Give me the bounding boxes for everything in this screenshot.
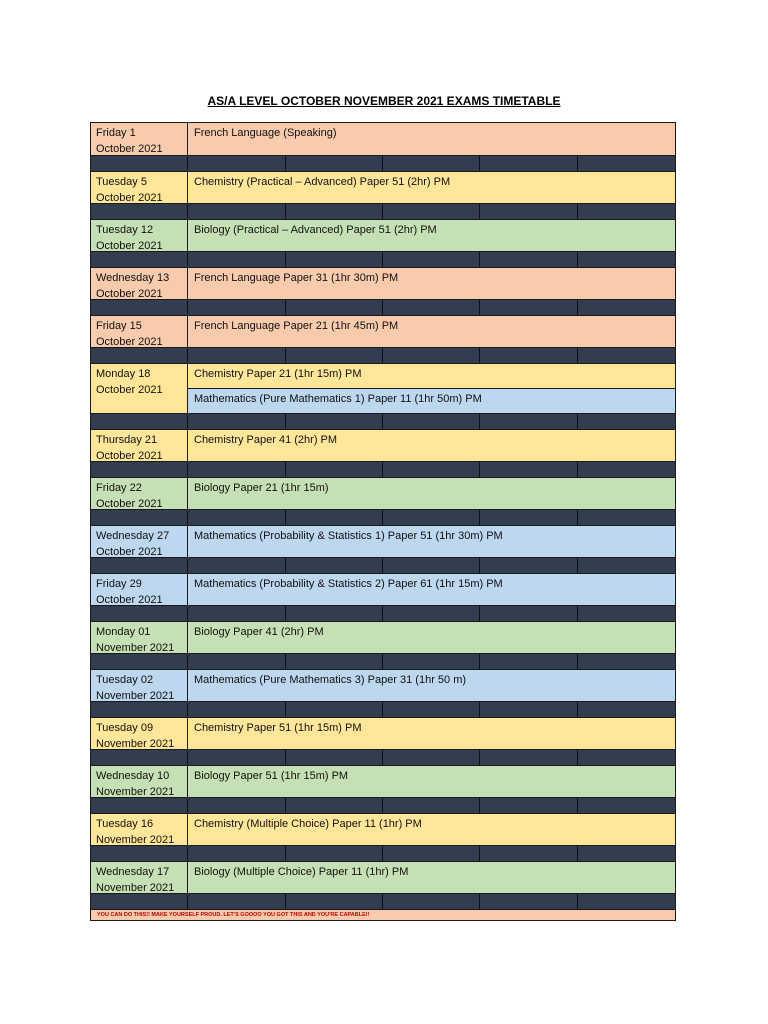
separator-cell (188, 654, 286, 669)
separator-cell (91, 462, 188, 477)
exam-date (91, 364, 188, 413)
row-separator (91, 299, 675, 315)
exam-subject: Biology Paper 41 (2hr) PM (188, 622, 675, 653)
separator-cell (188, 348, 286, 363)
row-separator (91, 251, 675, 267)
separator-cell (578, 300, 675, 315)
separator-cell (383, 348, 480, 363)
separator-cell (91, 702, 188, 717)
exam-subject: Chemistry Paper 21 (1hr 15m) PM (188, 364, 675, 388)
separator-cell (578, 252, 675, 267)
separator-cell (91, 798, 188, 813)
exam-month: November 2021 (96, 642, 175, 654)
timetable-row (91, 315, 675, 347)
row-separator (91, 461, 675, 477)
exam-subject: Chemistry Paper 51 (1hr 15m) PM (188, 718, 675, 749)
separator-cell (286, 894, 383, 909)
exam-date (91, 718, 188, 749)
exam-month: October 2021 (96, 288, 163, 300)
exam-month: November 2021 (96, 738, 175, 750)
separator-cell (578, 750, 675, 765)
separator-cell (91, 156, 188, 171)
timetable-row (91, 171, 675, 203)
separator-cell (286, 252, 383, 267)
exam-month: October 2021 (96, 546, 163, 558)
separator-cell (480, 654, 578, 669)
separator-cell (188, 702, 286, 717)
exam-date (91, 622, 188, 653)
separator-cell (383, 300, 480, 315)
separator-cell (480, 300, 578, 315)
separator-cell (383, 606, 480, 621)
exam-day: Wednesday 13 (96, 272, 170, 284)
exam-month: October 2021 (96, 384, 163, 396)
separator-cell (480, 204, 578, 219)
exam-month: October 2021 (96, 594, 163, 606)
separator-cell (91, 510, 188, 525)
separator-cell (286, 702, 383, 717)
exam-day: Friday 1 (96, 127, 136, 139)
row-separator (91, 605, 675, 621)
separator-cell (383, 204, 480, 219)
exam-day: Wednesday 17 (96, 866, 170, 878)
separator-cell (286, 654, 383, 669)
separator-cell (480, 702, 578, 717)
exam-date (91, 574, 188, 605)
exam-subject: Mathematics (Probability & Statistics 1) Paper 51 (1hr 30m) PM (188, 526, 675, 557)
exam-subject: French Language Paper 21 (1hr 45m) PM (188, 316, 675, 347)
separator-cell (480, 414, 578, 429)
separator-cell (480, 156, 578, 171)
page-title: AS/A LEVEL OCTOBER NOVEMBER 2021 EXAMS TIMETABLE (207, 94, 561, 108)
row-separator (91, 155, 675, 171)
exam-day: Monday 01 (96, 626, 151, 638)
exam-subject: Mathematics (Probability & Statistics 2) Paper 61 (1hr 15m) PM (188, 574, 675, 605)
row-separator (91, 701, 675, 717)
exam-date (91, 172, 188, 203)
separator-cell (480, 750, 578, 765)
separator-cell (383, 654, 480, 669)
exam-day: Wednesday 10 (96, 770, 170, 782)
separator-cell (91, 300, 188, 315)
separator-cell (480, 462, 578, 477)
exam-date (91, 478, 188, 509)
row-separator (91, 557, 675, 573)
separator-cell (578, 654, 675, 669)
exam-date (91, 430, 188, 461)
separator-cell (578, 702, 675, 717)
separator-cell (578, 510, 675, 525)
separator-cell (480, 252, 578, 267)
separator-cell (383, 798, 480, 813)
exam-subject: Biology (Multiple Choice) Paper 11 (1hr) PM (188, 862, 675, 893)
row-separator (91, 347, 675, 363)
separator-cell (480, 894, 578, 909)
separator-cell (188, 300, 286, 315)
separator-cell (578, 348, 675, 363)
exam-date (91, 670, 188, 701)
timetable-row (91, 219, 675, 251)
separator-cell (286, 606, 383, 621)
row-separator (91, 509, 675, 525)
separator-cell (286, 558, 383, 573)
timetable-row (91, 363, 675, 413)
separator-cell (383, 252, 480, 267)
separator-cell (286, 348, 383, 363)
separator-cell (578, 204, 675, 219)
separator-cell (286, 300, 383, 315)
exam-month: October 2021 (96, 192, 163, 204)
timetable-row (91, 123, 675, 155)
separator-cell (188, 558, 286, 573)
separator-cell (480, 606, 578, 621)
separator-cell (91, 558, 188, 573)
separator-cell (188, 510, 286, 525)
separator-cell (91, 654, 188, 669)
timetable-row (91, 267, 675, 299)
exam-day: Tuesday 16 (96, 818, 154, 830)
exam-timetable (90, 122, 676, 921)
exam-date (91, 766, 188, 797)
separator-cell (383, 894, 480, 909)
exam-month: October 2021 (96, 498, 163, 510)
timetable-row (91, 813, 675, 845)
separator-cell (383, 846, 480, 861)
row-separator (91, 845, 675, 861)
timetable-row (91, 429, 675, 461)
separator-cell (91, 894, 188, 909)
separator-cell (383, 750, 480, 765)
timetable-row (91, 765, 675, 797)
exam-subject: Biology (Practical – Advanced) Paper 51 (2hr) PM (188, 220, 675, 251)
separator-cell (91, 414, 188, 429)
separator-cell (480, 558, 578, 573)
exam-day: Thursday 21 (96, 434, 158, 446)
exam-subject: Biology Paper 21 (1hr 15m) (188, 478, 675, 509)
exam-subject: Biology Paper 51 (1hr 15m) PM (188, 766, 675, 797)
exam-month: November 2021 (96, 882, 175, 894)
exam-day: Tuesday 5 (96, 176, 147, 188)
exam-month: October 2021 (96, 336, 163, 348)
separator-cell (578, 798, 675, 813)
exam-date (91, 316, 188, 347)
separator-cell (480, 348, 578, 363)
separator-cell (286, 750, 383, 765)
separator-cell (383, 156, 480, 171)
separator-cell (286, 462, 383, 477)
separator-cell (383, 462, 480, 477)
exam-day: Tuesday 12 (96, 224, 154, 236)
separator-cell (383, 510, 480, 525)
exam-subject: French Language Paper 31 (1hr 30m) PM (188, 268, 675, 299)
separator-cell (91, 846, 188, 861)
separator-cell (286, 798, 383, 813)
separator-cell (188, 606, 286, 621)
timetable-row (91, 669, 675, 701)
separator-cell (383, 702, 480, 717)
separator-cell (91, 252, 188, 267)
exam-subject: Chemistry Paper 41 (2hr) PM (188, 430, 675, 461)
separator-cell (188, 462, 286, 477)
separator-cell (188, 252, 286, 267)
timetable-row (91, 573, 675, 605)
separator-cell (286, 510, 383, 525)
row-separator (91, 797, 675, 813)
exam-subject: French Language (Speaking) (188, 123, 675, 155)
exam-month: October 2021 (96, 143, 163, 155)
exam-month: October 2021 (96, 450, 163, 462)
separator-cell (578, 462, 675, 477)
exam-day: Friday 22 (96, 482, 142, 494)
separator-cell (91, 204, 188, 219)
exam-day: Friday 29 (96, 578, 142, 590)
separator-cell (480, 798, 578, 813)
exam-date (91, 526, 188, 557)
exam-month: November 2021 (96, 786, 175, 798)
exam-month: November 2021 (96, 690, 175, 702)
exam-subject: Chemistry (Practical – Advanced) Paper 51 (2hr) PM (188, 172, 675, 203)
exam-day: Monday 18 (96, 368, 151, 380)
timetable-row (91, 621, 675, 653)
separator-cell (91, 348, 188, 363)
separator-cell (480, 510, 578, 525)
separator-cell (188, 414, 286, 429)
exam-date (91, 862, 188, 893)
motivation-footer: YOU CAN DO THIS!! MAKE YOURSELF PROUD. LET'S GOOOO YOU GOT THIS AND YOU'RE CAPABLE!! (91, 909, 675, 920)
exam-subject: Mathematics (Pure Mathematics 1) Paper 11 (1hr 50m) PM (188, 388, 675, 413)
separator-cell (480, 846, 578, 861)
exam-month: October 2021 (96, 240, 163, 252)
exam-subject: Mathematics (Pure Mathematics 3) Paper 31 (1hr 50 m) (188, 670, 675, 701)
timetable-row (91, 717, 675, 749)
exam-date (91, 814, 188, 845)
separator-cell (188, 750, 286, 765)
separator-cell (91, 606, 188, 621)
timetable-row (91, 477, 675, 509)
separator-cell (188, 846, 286, 861)
exam-day: Friday 15 (96, 320, 142, 332)
row-separator (91, 203, 675, 219)
separator-cell (383, 558, 480, 573)
separator-cell (286, 204, 383, 219)
row-separator (91, 413, 675, 429)
separator-cell (286, 414, 383, 429)
exam-day: Wednesday 27 (96, 530, 170, 542)
timetable-row (91, 525, 675, 557)
separator-cell (286, 156, 383, 171)
separator-cell (91, 750, 188, 765)
exam-subject: Chemistry (Multiple Choice) Paper 11 (1hr) PM (188, 814, 675, 845)
exam-day: Tuesday 09 (96, 722, 154, 734)
separator-cell (188, 894, 286, 909)
separator-cell (188, 204, 286, 219)
row-separator (91, 653, 675, 669)
row-separator (91, 893, 675, 909)
separator-cell (578, 414, 675, 429)
separator-cell (188, 798, 286, 813)
separator-cell (578, 156, 675, 171)
separator-cell (578, 846, 675, 861)
timetable-row (91, 861, 675, 893)
separator-cell (188, 156, 286, 171)
row-separator (91, 749, 675, 765)
exam-date (91, 268, 188, 299)
exam-month: November 2021 (96, 834, 175, 846)
exam-date (91, 220, 188, 251)
separator-cell (578, 894, 675, 909)
separator-cell (578, 606, 675, 621)
separator-cell (383, 414, 480, 429)
exam-day: Tuesday 02 (96, 674, 154, 686)
separator-cell (286, 846, 383, 861)
separator-cell (578, 558, 675, 573)
exam-date (91, 123, 188, 155)
